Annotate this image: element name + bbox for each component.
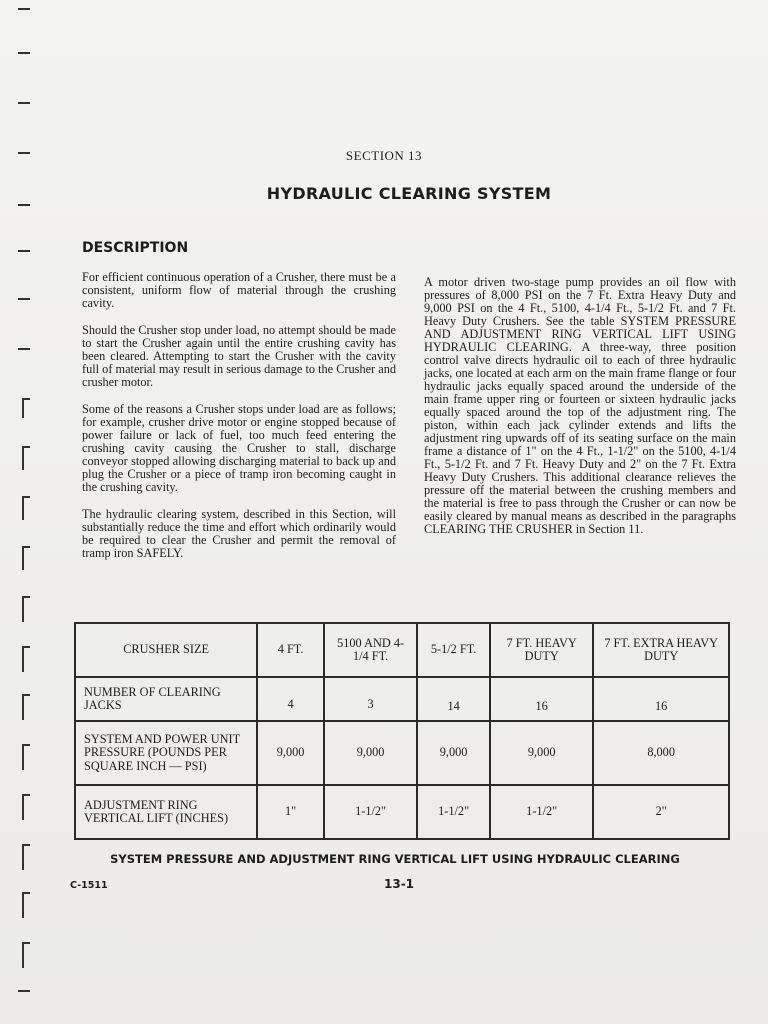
table-cell: 9,000 (324, 721, 417, 785)
table-cell: 9,000 (490, 721, 593, 785)
table-cell: 4 (257, 677, 324, 721)
description-heading: DESCRIPTION (82, 240, 189, 256)
paragraph-hydraulic-system: The hydraulic clearing system, described in this Section, will substantially reduce the time and effort which ordinarily would be required to clear the Crusher and permit the removal of tramp iron SAFELY. (82, 507, 396, 560)
left-column (82, 271, 396, 574)
paragraph-stop-reasons: Some of the reasons a Crusher stops under load are as follows; for example, crusher drive motor or engine stopped because of power failure or lack of fuel, too much feed entering the crushing cavity causing the Crusher to stall, discharge conveyor stopped allowing discharging material to back up and plug the Crusher or a piece of tramp iron becoming caught in the crushing cavity. (82, 402, 396, 494)
table-cell: 8,000 (593, 721, 729, 785)
table-header: CRUSHER SIZE (75, 623, 257, 677)
table-caption: SYSTEM PRESSURE AND ADJUSTMENT RING VERTICAL LIFT USING HYDRAULIC CLEARING (110, 852, 680, 866)
right-column (424, 276, 736, 550)
table-cell: 1-1/2" (324, 785, 417, 839)
specification-table (74, 622, 730, 840)
paragraph-pump-description: A motor driven two-stage pump provides an oil flow with pressures of 8,000 PSI on the 7 Ft. Extra Heavy Duty and 9,000 PSI on the 4 Ft., 5100, 4-1/4 Ft., 5-1/2 Ft. and 7 Ft. Heavy Duty Crushers. See the table SYSTEM PRESSURE AND ADJUSTMENT RING VERTICAL LIFT USING HYDRAULIC CLEARING. A three-way, three position control valve directs hydraulic oil to each of three hydraulic jacks, one located at each arm on the main frame flange or four hydraulic jacks equally spaced around the underside of the main frame upper ring or fourteen or sixteen hydraulic jacks equally spaced around the top of the adjustment ring. The piston, within each jack cylinder extends and lifts the adjustment ring upwards off of its seating surface on the main frame a distance of 1" on the 4 Ft., 1-1/2" on the 5100, 4-1/4 Ft., 5-1/2 Ft. and 7 Ft. Heavy Duty and 2" on the 7 Ft. Extra Heavy Duty Crushers. This additional clearance relieves the pressure off the material between the crushing members and the material is free to pass through the Crusher or can now be easily cleared by manual means as described in the paragraphs CLEARING THE CRUSHER in Section 11. (424, 275, 736, 536)
row-label-clearing-jacks: NUMBER OF CLEARING JACKS (75, 677, 257, 721)
table-header: 7 FT. HEAVY DUTY (490, 623, 593, 677)
table-header-row (75, 623, 729, 677)
table-cell: 16 (593, 677, 729, 721)
table-cell: 9,000 (417, 721, 490, 785)
row-label-vertical-lift: ADJUSTMENT RING VERTICAL LIFT (INCHES) (75, 785, 257, 839)
document-code: C-1511 (70, 880, 108, 891)
paragraph-continuous-operation: For efficient continuous operation of a Crusher, there must be a consistent, uniform flow of material through the crushing cavity. (82, 270, 396, 310)
table-header: 7 FT. EXTRA HEAVY DUTY (593, 623, 729, 677)
paragraph-stop-under-load: Should the Crusher stop under load, no attempt should be made to start the Crusher again until the entire crushing cavity has been cleared. Attempting to start the Crusher with the cavity full of material may result in serious damage to the Crusher and crusher motor. (82, 323, 396, 389)
table-header: 5100 AND 4-1/4 FT. (324, 623, 417, 677)
table-row (75, 721, 729, 785)
page-title: HYDRAULIC CLEARING SYSTEM (266, 184, 552, 203)
table-cell: 1-1/2" (490, 785, 593, 839)
table-row (75, 785, 729, 839)
table-header: 4 FT. (257, 623, 324, 677)
table-cell: 9,000 (257, 721, 324, 785)
table-cell: 16 (490, 677, 593, 721)
section-label: SECTION 13 (345, 148, 423, 163)
table-header: 5-1/2 FT. (417, 623, 490, 677)
table-cell: 1" (257, 785, 324, 839)
row-label-system-pressure: SYSTEM AND POWER UNIT PRESSURE (POUNDS PER SQUARE INCH — PSI) (75, 721, 257, 785)
table-cell: 1-1/2" (417, 785, 490, 839)
page-number: 13-1 (384, 877, 415, 891)
table-cell: 2" (593, 785, 729, 839)
table-row (75, 677, 729, 721)
table-cell: 14 (417, 677, 490, 721)
table-cell: 3 (324, 677, 417, 721)
